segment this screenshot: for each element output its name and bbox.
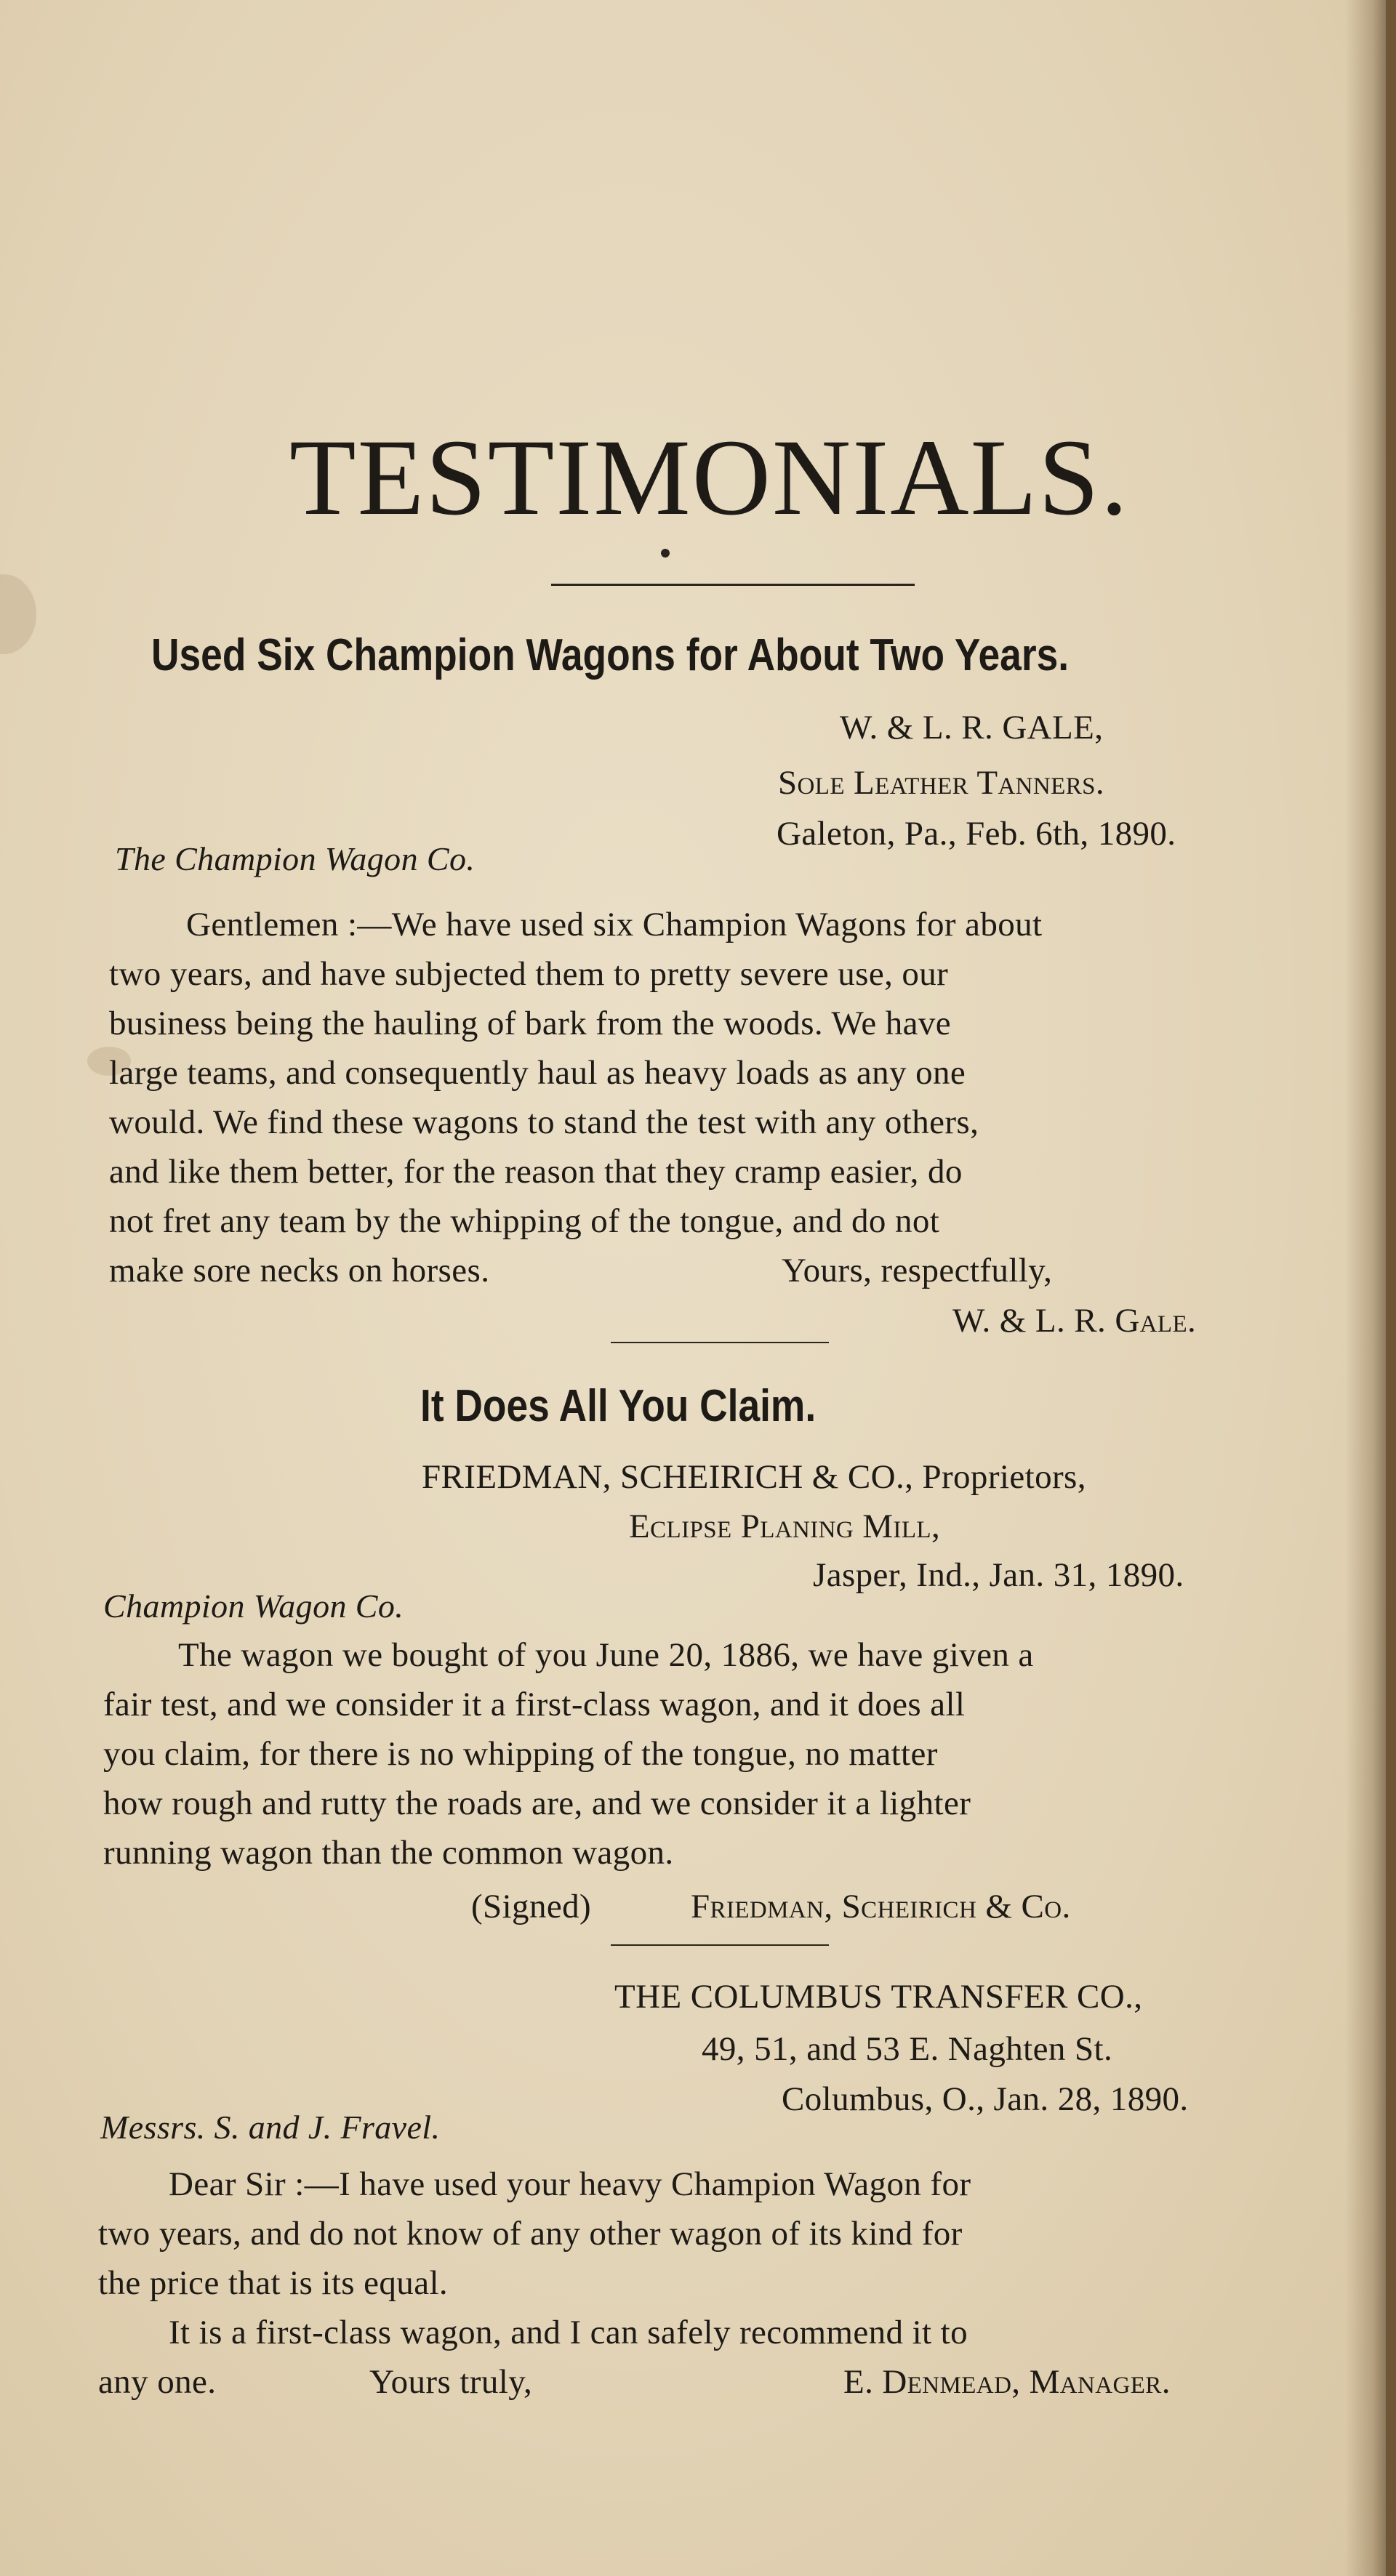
sender-name: THE COLUMBUS TRANSFER CO.,: [614, 1978, 1143, 2016]
signature: Friedman, Scheirich & Co.: [691, 1888, 1071, 1925]
sender-place-date: Columbus, O., Jan. 28, 1890.: [782, 2080, 1189, 2118]
salutation: Messrs. S. and J. Fravel.: [100, 2109, 441, 2146]
body-line: two years, and have subjected them to pretty severe use, our: [109, 955, 949, 993]
sender-business: Eclipse Planing Mill,: [629, 1508, 941, 1545]
title-rule: [551, 584, 915, 586]
page-edge: [1386, 0, 1396, 2576]
body-line: It is a first-class wagon, and I can safely recommend it to: [169, 2314, 968, 2351]
sender-address: 49, 51, and 53 E. Naghten St.: [702, 2030, 1113, 2068]
signed-label: (Signed): [471, 1888, 592, 1925]
body-line: not fret any team by the whipping of the tongue, and do not: [109, 1202, 940, 1240]
sender-place-date: Jasper, Ind., Jan. 31, 1890.: [813, 1556, 1184, 1594]
body-line: large teams, and consequently haul as heavy loads as any one: [109, 1054, 966, 1092]
body-line: running wagon than the common wagon.: [103, 1834, 674, 1872]
salutation: The Champion Wagon Co.: [115, 840, 476, 877]
body-line: The wagon we bought of you June 20, 1886, we have given a: [178, 1636, 1034, 1674]
closing: Yours truly,: [369, 2363, 533, 2401]
salutation: Champion Wagon Co.: [103, 1587, 404, 1625]
testimonial-heading: It Does All You Claim.: [420, 1381, 817, 1431]
body-line: business being the hauling of bark from the woods. We have: [109, 1005, 952, 1042]
body-line: Gentlemen :—We have used six Champion Wagons for about: [186, 906, 1043, 943]
body-line: the price that is its equal.: [98, 2264, 449, 2302]
body-line: how rough and rutty the roads are, and we consider it a lighter: [103, 1784, 971, 1822]
section-rule: [611, 1342, 829, 1343]
signature: W. & L. R. Gale.: [952, 1302, 1197, 1340]
body-line: two years, and do not know of any other wagon of its kind for: [98, 2215, 963, 2253]
closing: Yours, respectfully,: [782, 1252, 1053, 1289]
body-line: and like them better, for the reason that they cramp easier, do: [109, 1153, 963, 1191]
body-line: any one.: [98, 2363, 217, 2401]
body-line: you claim, for there is no whipping of the tongue, no matter: [103, 1735, 938, 1773]
sender-place-date: Galeton, Pa., Feb. 6th, 1890.: [777, 815, 1176, 853]
sender-business: Sole Leather Tanners.: [778, 764, 1105, 802]
sender-name: FRIEDMAN, SCHEIRICH & CO., Proprietors,: [422, 1458, 1086, 1496]
page-title: TESTIMONIALS.: [289, 417, 1130, 538]
testimonial-heading: Used Six Champion Wagons for About Two Years.: [151, 630, 1070, 680]
signature: E. Denmead, Manager.: [843, 2363, 1171, 2401]
body-line: make sore necks on horses.: [109, 1252, 490, 1289]
body-line: fair test, and we consider it a first-class wagon, and it does all: [103, 1686, 966, 1723]
body-line: Dear Sir :—I have used your heavy Champion Wagon for: [169, 2165, 971, 2203]
sender-name: W. & L. R. GALE,: [840, 709, 1104, 746]
title-bullet: [661, 549, 670, 558]
section-rule: [611, 1944, 829, 1946]
body-line: would. We find these wagons to stand the test with any others,: [109, 1103, 979, 1141]
